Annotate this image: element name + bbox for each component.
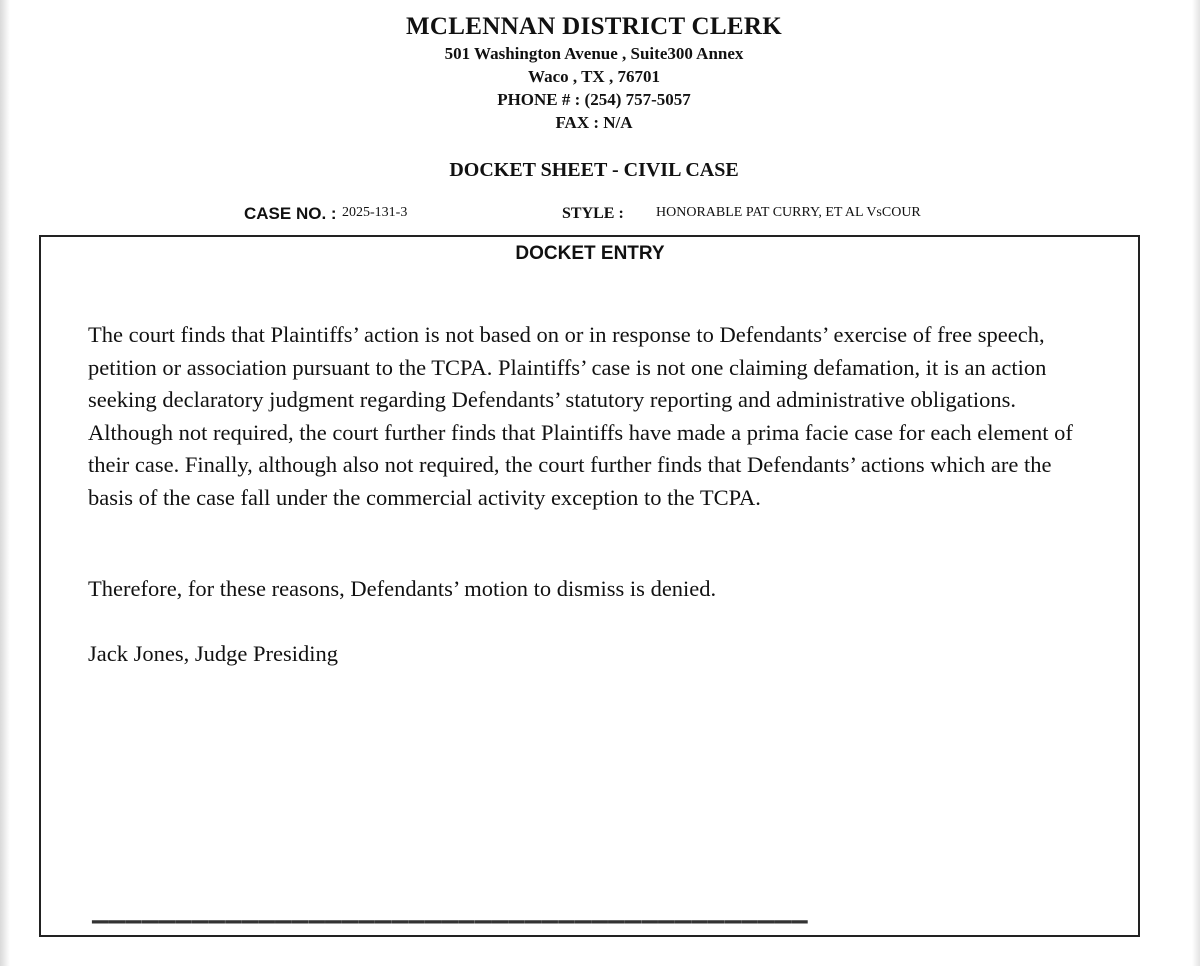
case-number-label: CASE NO. : [244,204,337,223]
clerk-fax: FAX : N/A [555,113,633,132]
clerk-name: MCLENNAN DISTRICT CLERK [406,13,782,40]
docket-entry-heading: DOCKET ENTRY [515,243,665,264]
case-style-value: HONORABLE PAT CURRY, ET AL VsCOUR [656,205,921,220]
docket-entry-body [88,319,1098,666]
case-info-row [0,202,1200,228]
clerk-address-line-1: 501 Washington Avenue , Suite300 Annex [444,44,744,63]
judge-signature-line: Jack Jones, Judge Presiding [88,641,338,666]
docket-entry-ruling: Therefore, for these reasons, Defendants’ motion to dismiss is denied. [88,576,717,601]
document-title: DOCKET SHEET - CIVIL CASE [449,159,739,181]
cutoff-text-strip: ▔▔▔▔▔▔▔▔▔▔▔▔▔▔▔▔▔▔▔▔▔▔▔▔▔▔▔▔▔▔▔▔▔▔▔▔▔▔▔▔▔▔▔ [92,921,808,945]
cutoff-text-fragment [92,921,922,945]
clerk-header [0,12,1200,134]
case-style-label: STYLE : [562,205,624,222]
page-right-edge [1192,0,1200,966]
clerk-phone: PHONE # : (254) 757-5057 [497,90,691,109]
docket-entry-paragraph: The court finds that Plaintiffs’ action is not based on or in response to Defendants’ exercise of free speech, petition or association pursuant to the TCPA. Plaintiffs’ case is not one claiming defamation, it is an action seeking declaratory judgment regarding Defendants’ statutory reporting and administrative obligations. Although not required, the court further finds that Plaintiffs have made a prima facie case for each element of their case. Finally, although also not required, the court further finds that Defendants’ actions which are the basis of the case fall under the commercial activity exception to the TCPA. [88,322,1073,510]
case-number-value: 2025-131-3 [342,205,408,220]
page-left-edge [0,0,10,966]
clerk-address-line-2: Waco , TX , 76701 [528,67,660,86]
